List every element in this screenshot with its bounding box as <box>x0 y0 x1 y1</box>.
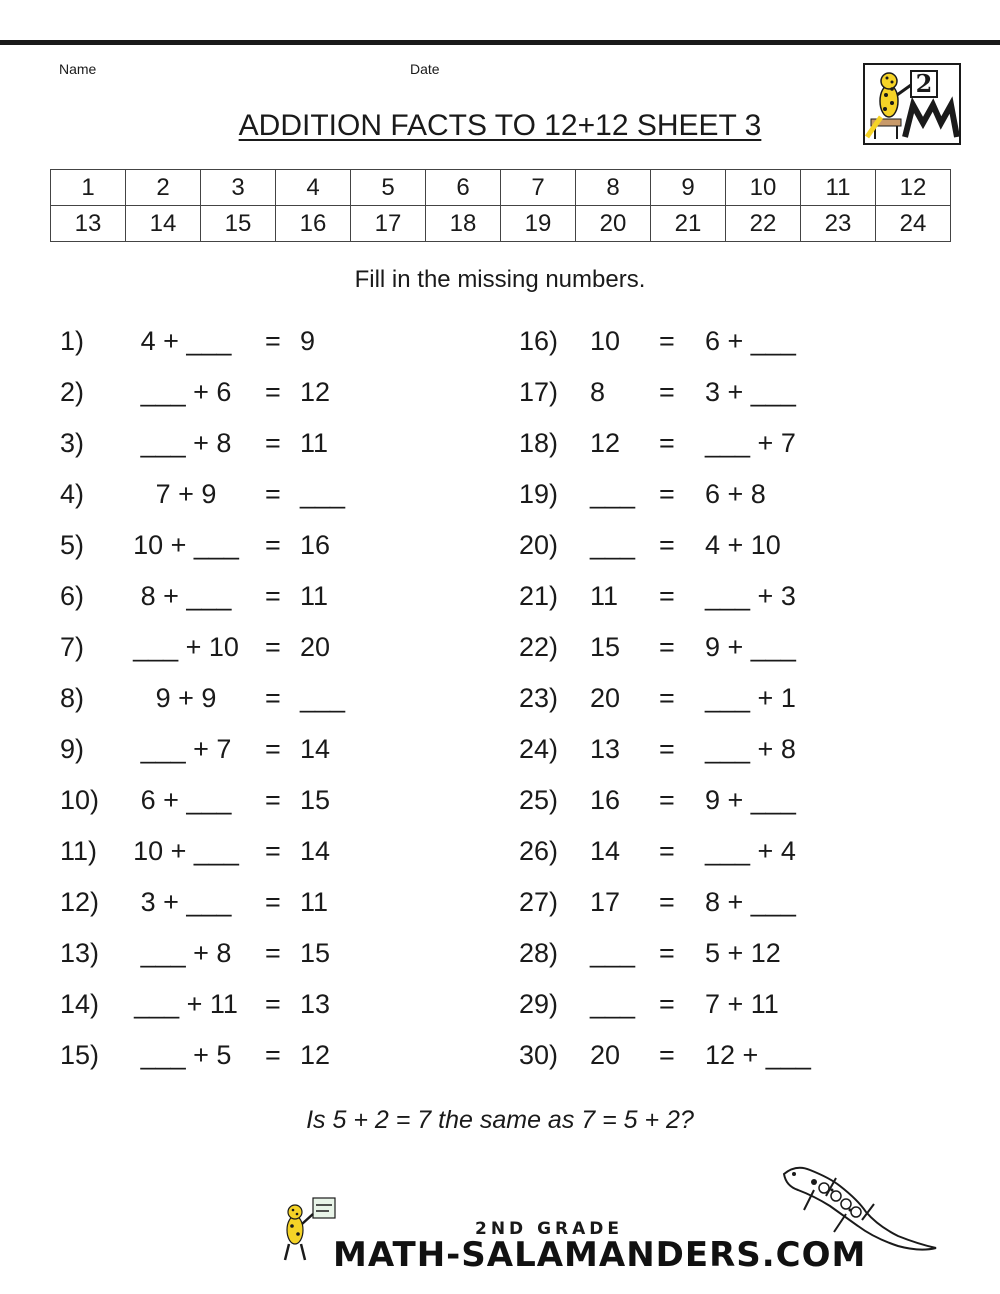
number-cell: 1 <box>51 170 126 206</box>
problem-left-expression: ___ <box>590 530 636 560</box>
problem-equals: = <box>659 887 675 917</box>
problem-right-expression: 8 + ___ <box>705 887 796 917</box>
problem-right-expression: 15 <box>300 938 331 968</box>
problem-number: 23) <box>519 683 559 713</box>
problem-left-expression: 13 <box>590 734 621 764</box>
problem-number: 22) <box>519 632 559 662</box>
problem-left-expression: 17 <box>590 887 621 917</box>
problem-left-expression: ___ <box>590 989 636 1019</box>
problem-equals: = <box>265 377 281 407</box>
problem-right-expression: ___ + 4 <box>705 836 796 866</box>
number-cell: 7 <box>501 170 576 206</box>
problem-left-expression: ___ + 8 <box>140 938 232 968</box>
number-cell: 14 <box>126 206 201 242</box>
number-cell: 24 <box>876 206 951 242</box>
problem-right-expression: 9 <box>300 326 316 356</box>
problem-left-expression: 14 <box>590 836 621 866</box>
problem-left-expression: 11 <box>590 581 619 611</box>
problem-number: 28) <box>519 938 559 968</box>
problem-number: 30) <box>519 1040 559 1070</box>
problem-row <box>0 627 1000 667</box>
number-line-row-2 <box>51 206 951 242</box>
problem-left-expression: ___ <box>590 479 636 509</box>
problem-number: 13) <box>60 938 100 968</box>
problem-left-expression: 10 <box>590 326 621 356</box>
problem-equals: = <box>265 989 281 1019</box>
problem-row <box>0 321 1000 361</box>
problem-right-expression: 16 <box>300 530 331 560</box>
problem-equals: = <box>659 683 675 713</box>
problem-equals: = <box>265 683 281 713</box>
number-cell: 15 <box>201 206 276 242</box>
problem-equals: = <box>659 377 675 407</box>
problem-row <box>0 423 1000 463</box>
number-cell: 16 <box>276 206 351 242</box>
problem-left-expression: ___ <box>590 938 636 968</box>
footer-site: MATH-SALAMANDERS.COM <box>333 1235 867 1275</box>
problem-number: 24) <box>519 734 559 764</box>
problem-number: 4) <box>60 479 85 509</box>
problem-equals: = <box>659 785 675 815</box>
problem-right-expression: 9 + ___ <box>705 785 796 815</box>
problem-left-expression: 7 + 9 <box>155 479 217 509</box>
problem-equals: = <box>659 632 675 662</box>
problem-equals: = <box>659 530 675 560</box>
number-cell: 20 <box>576 206 651 242</box>
problem-equals: = <box>265 734 281 764</box>
grade-logo <box>863 63 961 145</box>
number-cell: 10 <box>726 170 801 206</box>
problem-right-expression: 13 <box>300 989 331 1019</box>
problem-right-expression: 11 <box>300 887 329 917</box>
problem-right-expression: 3 + ___ <box>705 377 796 407</box>
problem-left-expression: 10 + ___ <box>133 836 239 866</box>
problem-left-expression: 15 <box>590 632 621 662</box>
problem-number: 20) <box>519 530 559 560</box>
problem-equals: = <box>659 581 675 611</box>
problem-row <box>0 678 1000 718</box>
problem-number: 26) <box>519 836 559 866</box>
problem-right-expression: 4 + 10 <box>705 530 781 560</box>
problem-left-expression: ___ + 5 <box>140 1040 232 1070</box>
problem-row <box>0 882 1000 922</box>
problem-equals: = <box>659 734 675 764</box>
problem-left-expression: ___ + 6 <box>140 377 232 407</box>
problem-number: 19) <box>519 479 559 509</box>
problem-number: 25) <box>519 785 559 815</box>
problem-right-expression: 12 <box>300 377 331 407</box>
problem-equals: = <box>265 479 281 509</box>
problem-left-expression: 4 + ___ <box>140 326 232 356</box>
problem-number: 12) <box>60 887 100 917</box>
top-rule <box>0 40 1000 45</box>
footer-grade: 2ND GRADE <box>475 1219 624 1239</box>
problem-right-expression: 14 <box>300 836 331 866</box>
problem-right-expression: 14 <box>300 734 331 764</box>
number-cell: 2 <box>126 170 201 206</box>
problem-left-expression: 20 <box>590 1040 621 1070</box>
problem-right-expression: 12 + ___ <box>705 1040 811 1070</box>
problem-left-expression: ___ + 10 <box>133 632 239 662</box>
number-cell: 4 <box>276 170 351 206</box>
problem-left-expression: 3 + ___ <box>140 887 232 917</box>
problem-number: 17) <box>519 377 559 407</box>
problem-right-expression: 11 <box>300 428 329 458</box>
problem-row <box>0 372 1000 412</box>
problem-right-expression: ___ <box>300 479 346 509</box>
salamander-teacher-icon <box>865 65 959 143</box>
footer-salamander-icon <box>277 1194 337 1264</box>
problem-equals: = <box>265 632 281 662</box>
number-cell: 21 <box>651 206 726 242</box>
problem-left-expression: 12 <box>590 428 621 458</box>
number-cell: 9 <box>651 170 726 206</box>
number-cell: 5 <box>351 170 426 206</box>
problem-right-expression: ___ + 3 <box>705 581 796 611</box>
problem-number: 5) <box>60 530 85 560</box>
problem-right-expression: 20 <box>300 632 331 662</box>
problem-number: 27) <box>519 887 559 917</box>
problem-number: 15) <box>60 1040 100 1070</box>
problem-right-expression: 12 <box>300 1040 331 1070</box>
problem-equals: = <box>659 1040 675 1070</box>
problem-left-expression: 16 <box>590 785 621 815</box>
number-cell: 17 <box>351 206 426 242</box>
problem-right-expression: 11 <box>300 581 329 611</box>
number-cell: 13 <box>51 206 126 242</box>
problem-number: 2) <box>60 377 85 407</box>
problem-number: 9) <box>60 734 85 764</box>
number-cell: 6 <box>426 170 501 206</box>
problem-right-expression: 5 + 12 <box>705 938 781 968</box>
number-cell: 3 <box>201 170 276 206</box>
problem-equals: = <box>265 530 281 560</box>
problem-left-expression: 10 + ___ <box>133 530 239 560</box>
number-cell: 18 <box>426 206 501 242</box>
problem-left-expression: ___ + 8 <box>140 428 232 458</box>
problem-row <box>0 780 1000 820</box>
problem-row <box>0 1035 1000 1075</box>
problem-equals: = <box>265 326 281 356</box>
problem-left-expression: 8 + ___ <box>140 581 232 611</box>
problem-number: 7) <box>60 632 85 662</box>
problem-right-expression: 6 + ___ <box>705 326 796 356</box>
problem-row <box>0 474 1000 514</box>
problem-equals: = <box>265 836 281 866</box>
problem-left-expression: ___ + 7 <box>140 734 232 764</box>
page-title <box>0 106 1000 146</box>
problem-equals: = <box>659 989 675 1019</box>
page-title-text: ADDITION FACTS TO 12+12 SHEET 3 <box>238 109 762 142</box>
problem-row <box>0 933 1000 973</box>
problem-number: 11) <box>60 836 98 866</box>
problem-equals: = <box>265 428 281 458</box>
problem-number: 8) <box>60 683 85 713</box>
name-label: Name <box>59 61 97 77</box>
problem-right-expression: 9 + ___ <box>705 632 796 662</box>
problem-left-expression: 9 + 9 <box>155 683 217 713</box>
problem-equals: = <box>265 938 281 968</box>
problem-equals: = <box>265 581 281 611</box>
number-cell: 8 <box>576 170 651 206</box>
problem-number: 18) <box>519 428 559 458</box>
problem-left-expression: 8 <box>590 377 606 407</box>
problem-left-expression: ___ + 11 <box>134 989 238 1019</box>
problem-row <box>0 831 1000 871</box>
problem-right-expression: ___ + 8 <box>705 734 796 764</box>
problem-equals: = <box>265 785 281 815</box>
problem-equals: = <box>659 428 675 458</box>
problem-right-expression: 7 + 11 <box>705 989 779 1019</box>
logo-digit: 2 <box>915 69 933 98</box>
number-cell: 22 <box>726 206 801 242</box>
problem-right-expression: 6 + 8 <box>705 479 766 509</box>
problem-right-expression: ___ + 7 <box>705 428 796 458</box>
number-line-table <box>50 169 951 242</box>
problem-row <box>0 576 1000 616</box>
problem-row <box>0 729 1000 769</box>
problem-number: 10) <box>60 785 100 815</box>
problem-equals: = <box>265 1040 281 1070</box>
problem-equals: = <box>659 479 675 509</box>
problem-equals: = <box>265 887 281 917</box>
problem-number: 1) <box>60 326 85 356</box>
problem-row <box>0 525 1000 565</box>
problem-number: 6) <box>60 581 85 611</box>
bonus-question: Is 5 + 2 = 7 the same as 7 = 5 + 2? <box>306 1106 694 1134</box>
problem-right-expression: 15 <box>300 785 331 815</box>
problem-number: 14) <box>60 989 100 1019</box>
date-label: Date <box>410 61 440 77</box>
number-cell: 12 <box>876 170 951 206</box>
problem-right-expression: ___ + 1 <box>705 683 796 713</box>
problem-left-expression: 6 + ___ <box>140 785 232 815</box>
instruction-text: Fill in the missing numbers. <box>354 266 646 293</box>
problem-equals: = <box>659 836 675 866</box>
number-cell: 19 <box>501 206 576 242</box>
problem-right-expression: ___ <box>300 683 346 713</box>
problem-number: 16) <box>519 326 559 356</box>
problem-number: 21) <box>519 581 559 611</box>
number-line-row-1 <box>51 170 951 206</box>
problem-equals: = <box>659 938 675 968</box>
problem-row <box>0 984 1000 1024</box>
problem-left-expression: 20 <box>590 683 621 713</box>
number-cell: 23 <box>801 206 876 242</box>
number-cell: 11 <box>801 170 876 206</box>
problem-number: 29) <box>519 989 559 1019</box>
problem-equals: = <box>659 326 675 356</box>
problem-number: 3) <box>60 428 85 458</box>
